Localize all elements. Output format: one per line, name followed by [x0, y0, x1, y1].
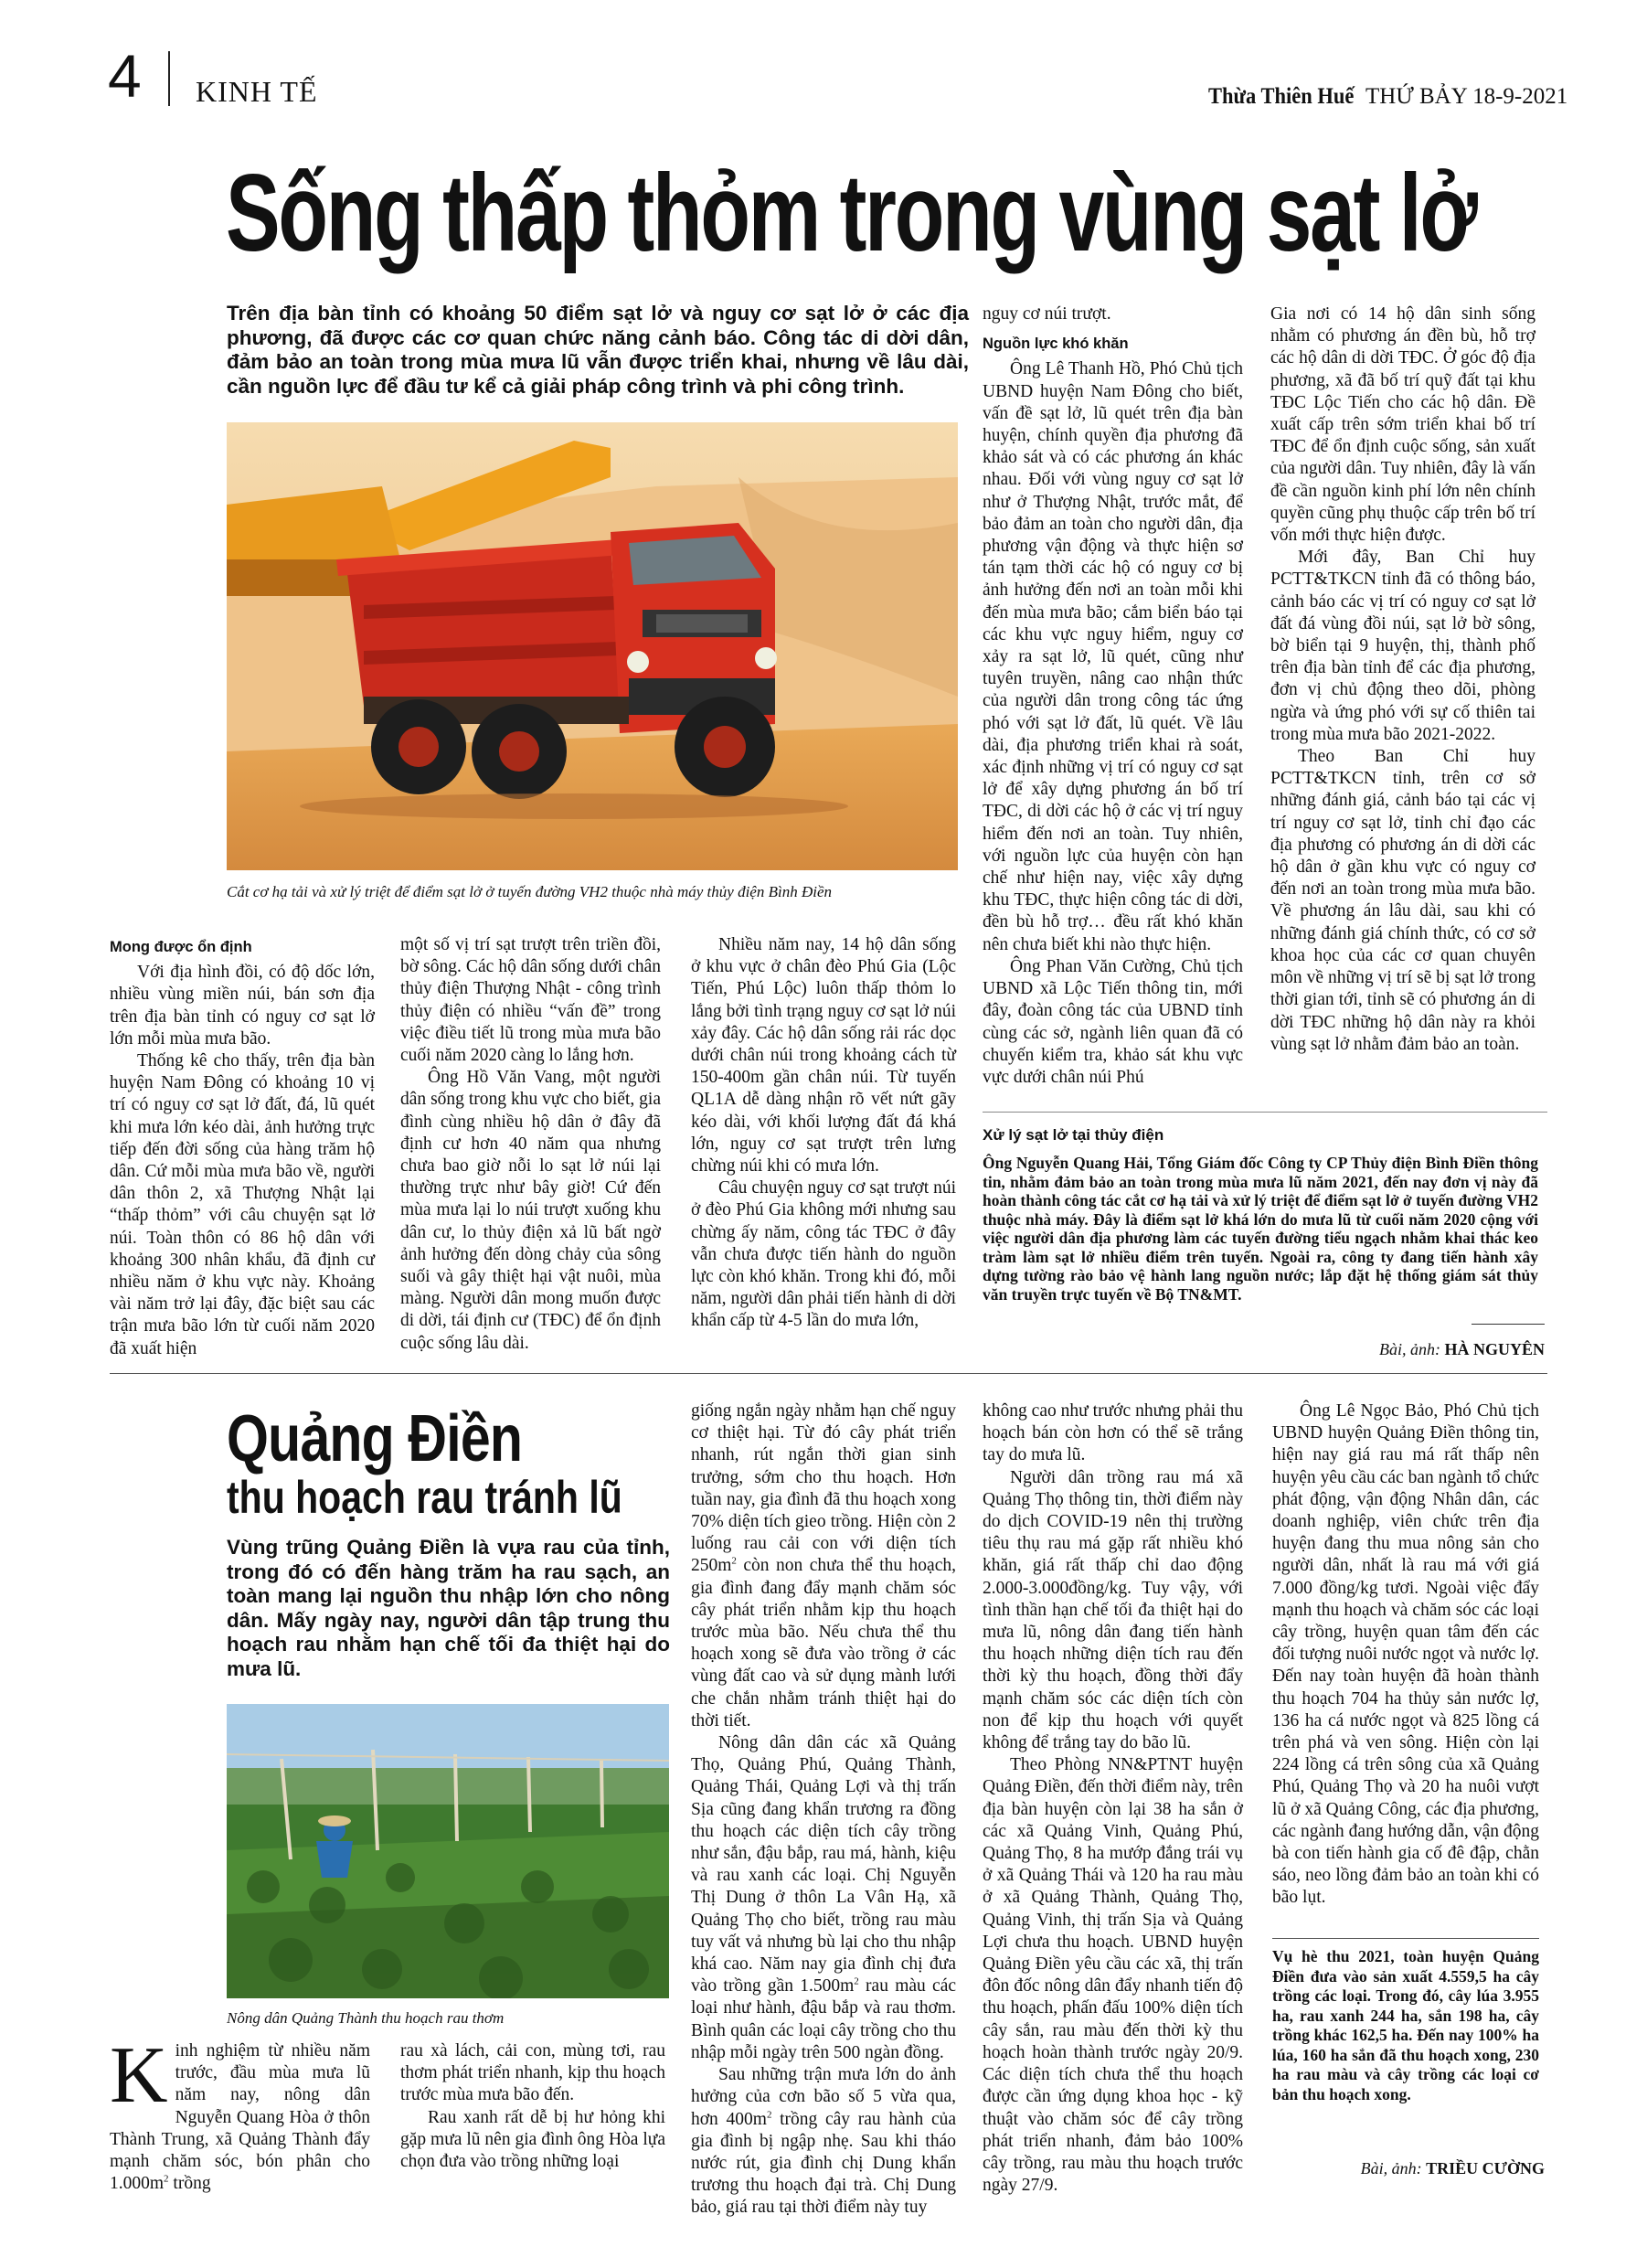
article1-photo-caption: Cắt cơ hạ tải và xử lý triệt để điểm sạt lở ở tuyến đường VH2 thuộc nhà máy thủy điện Bình Điền	[227, 883, 832, 900]
paragraph: Với địa hình đồi, có độ dốc lớn, nhiều vùng miền núi, bán sơn địa trên địa bàn tỉnh có nguy cơ sạt lở lớn mỗi mùa mưa bão.	[110, 963, 375, 1049]
subheading-mong-duoc-on-dinh: Mong được ổn định	[110, 939, 252, 955]
article2-title-line-1: Quảng Điền	[227, 1402, 523, 1475]
article1-lead: Trên địa bàn tỉnh có khoảng 50 điểm sạt lở và nguy cơ sạt lở ở các địa phương, đã được các cơ quan chức năng cảnh báo. Công tác di dời dân, đảm bảo an toàn trong mùa mưa lũ vẫn được triển khai, nhưng về lâu dài, cần nguồn lực để đầu tư kể cả giải pháp công trình và phi công trình.	[227, 302, 969, 398]
drop-cap: K	[110, 2031, 168, 2120]
paragraph: Câu chuyện nguy cơ sạt trượt núi ở đèo Phú Gia không mới nhưng sau chừng ấy năm, công tác TĐC ở đây vẫn chưa được tiến hành do nguồn lực còn khó khăn. Trong khi đó, mỗi năm, người dân phải tiến hành di dời khẩn cấp từ 4-5 lần do mưa lớn,	[691, 1178, 956, 1331]
superscript: 2	[766, 2109, 772, 2120]
paragraph: Ông Lê Thanh Hồ, Phó Chủ tịch UBND huyện Nam Đông cho biết, vấn đề sạt lở, lũ quét trên địa bàn huyện, chính quyền địa phương đã khảo sát và có các phương án khác nhau. Đối với vùng nguy cơ sạt lở như ở Thượng Nhật, trước mắt, để bảo đảm an toàn cho người dân, địa phương vận động và thực hiện sơ tán tạm thời các hộ có nguy cơ bị ảnh hưởng đến nơi an toàn mỗi khi đến mùa mưa bão; cắm biển báo tại các khu vực nguy hiểm, nguy cơ xảy ra sạt lở, lũ quét, cũng như tuyên truyền, nâng cao nhận thức của người dân trong công tác ứng phó với sạt lở đất, lũ quét. Về lâu dài, địa phương triển khai rà soát, xác định những vị trí có nguy cơ sạt lở để xây dựng phương án bố trí TĐC, di dời các hộ ở các vị trí nguy hiểm đến nơi an toàn. Tuy nhiên, với nguồn lực của huyện còn hạn chế như hiện nay, việc xây dựng khu TĐC, thực hiện công tác di dời, đền bù hỗ trợ… đều rất khó khăn nên chưa biết khi nào thực hiện.	[983, 359, 1243, 954]
paragraph	[110, 2031, 370, 2195]
paragraph-text: rau màu các loại như hành, đậu bắp và rau thơm. Bình quân các loại cây trồng cho thu nhập mỗi ngày trên 500 ngàn đồng.	[691, 1976, 957, 2062]
paragraph	[691, 1400, 956, 1732]
paragraph-text: còn non chưa thể thu hoạch, gia đình đang đẩy mạnh chăm sóc cây phát triển nhằm kịp thu hoạch trước mùa bão. Nếu chưa thể thu hoạch xong sẽ đưa vào trồng ở các vùng đất cao và sử dụng mành lưới che chắn nhằm tránh thiệt hại do thời tiết.	[691, 1556, 956, 1730]
paper-name: Thừa Thiên Huế	[1208, 84, 1355, 109]
article2-column-5	[1272, 1400, 1539, 1910]
superscript: 2	[164, 2173, 169, 2185]
article1-column-1	[110, 934, 375, 1360]
article2-column-1	[110, 2031, 370, 2195]
paragraph: Ông Phan Văn Cường, Chủ tịch UBND xã Lộc Tiến thông tin, mới đây, đoàn công tác của UBND tỉnh cùng các sở, ngành liên quan đã có chuyến kiểm tra, khảo sát khu vực vực dưới chân núi Phú	[983, 956, 1243, 1087]
paragraph: Người dân trồng rau má xã Quảng Thọ thông tin, thời điểm này do dịch COVID-19 nên thị trường tiêu thụ rau má gặp rất nhiều khó khăn, giá rất thấp chỉ dao động 2.000-3.000đồng/kg. Tuy vậy, với tình thần hạn chế tối đa thiệt hại do mưa lũ, nông dân đang tiến hành thu hoạch những diện tích rau đến thời kỳ thu hoạch, đồng thời đẩy mạnh chăm sóc các diện tích còn non để kịp thu hoạch với quyết không để trắng tay do bão lũ.	[983, 1467, 1243, 1753]
byline-label: Bài, ảnh:	[1378, 1340, 1440, 1358]
paragraph-text: Sau những trận mưa lớn do ảnh hưởng của cơn bão số 5 vừa qua, hơn 400m	[691, 2065, 956, 2129]
facts-box: Vụ hè thu 2021, toàn huyện Quảng Điền đưa vào sản xuất 4.559,5 ha cây trồng các loại. Trong đó, cây lúa 3.955 ha, rau xanh 244 ha, sắn 198 ha, cây trồng khác 162,5 ha. Đến nay 100% ha lúa, 160 ha sắn đã thu hoạch xong, 230 ha rau màu và cây trồng các loại cơ bản thu hoạch xong.	[1272, 1947, 1539, 2103]
article2-photo	[227, 1704, 669, 1998]
article-divider	[110, 1373, 1547, 1374]
paragraph: Theo Ban Chỉ huy PCTT&TKCN tỉnh, trên cơ sở những đánh giá, cảnh báo tại các vị trí nguy cơ sạt lở, tỉnh chỉ đạo các địa phương có phương án di dời các hộ dân ở gần khu vực có nguy cơ đến nơi an toàn trong mùa mưa bão. Về phương án lâu dài, sau khi có những đánh giá chính thức, có cơ sở khoa học của các cơ quan chuyên môn về những vị trí sẽ bị sạt lở trong thời gian tới, tỉnh sẽ có phương án di dời TĐC những hộ dân này ra khỏi vùng sạt lở nhằm đảm bảo an toàn.	[1270, 747, 1535, 1054]
header-divider	[168, 51, 170, 106]
article1-column-2	[400, 934, 661, 1355]
paragraph: Thống kê cho thấy, trên địa bàn huyện Nam Đông có khoảng 10 vị trí có nguy cơ sạt lở đất, đá, lũ quét khi mưa lớn kéo dài, ảnh hưởng trực tiếp đến đời sống của hàng trăm hộ dân. Cứ mỗi mùa mưa bão về, người dân thôn 2, xã Thượng Nhật lại “thấp thỏm” với câu chuyện sạt lở núi. Toàn thôn có 86 hộ dân với khoảng 300 nhân khẩu, đã định cư nhiều năm ở khu vực này. Khoảng vài năm trở lại đây, đặc biệt sau các trận mưa bão lớn từ cuối năm 2020 đã xuất hiện	[110, 1051, 375, 1358]
paragraph-text: trồng cây rau hành của gia đình bị ngập nhẹ. Sau khi tháo nước rút, gia đình chị Dung khẩn trương thu hoạch đại trà. Chị Dung bảo, giá rau tại thời điểm này tuy	[691, 2109, 956, 2218]
paragraph-text: Nông dân dân các xã Quảng Thọ, Quảng Phú, Quảng Thành, Quảng Thái, Quảng Lợi và thị trấn Sịa cũng đang khẩn trương ra đồng thu hoạch các diện tích cây trồng như sắn, đậu bắp, rau má, hành, kiệu và rau xanh các loại. Chị Nguyễn Thị Dung ở thôn La Vân Hạ, xã Quảng Thọ cho biết, trồng rau màu tuy vất vả nhưng bù lại cho thu nhập khá cao. Năm nay gia đình chị đưa vào trồng gần 1.500m	[691, 1733, 956, 1996]
paragraph: rau xà lách, cải con, mùng tơi, rau thơm phát triển nhanh, kịp thu hoạch trước mùa mưa bão đến.	[400, 2041, 665, 2105]
article1-photo	[227, 422, 958, 870]
paragraph-text: giống ngắn ngày nhằm hạn chế nguy cơ thiệt hại. Từ đó cây phát triển nhanh, rút ngắn thời gian sinh trưởng, sớm cho thu hoạch. Hơn tuần nay, gia đình đã thu hoạch xong 70% diện tích gieo trồng. Hiện còn 2 luống rau cải con với diện tích 250m	[691, 1401, 956, 1576]
page-number: 4	[108, 42, 142, 110]
byline-label: Bài, ảnh:	[1360, 2159, 1422, 2177]
paragraph-text: inh nghiệm từ nhiều năm trước, đầu mùa mưa lũ năm nay, nông dân Nguyễn Quang Hòa ở thôn Thành Trung, xã Quảng Thành đẩy mạnh chăm sóc, bón phân cho 1.000m	[110, 2041, 370, 2194]
paragraph: Ông Lê Ngọc Bảo, Phó Chủ tịch UBND huyện Quảng Điền thông tin, hiện nay giá rau má rất thấp nên huyện yêu cầu các ban ngành tổ chức phát động, vận động Nhân dân, các doanh nghiệp, viên chức trên địa huyện đang thu mua nông sản cho người dân, nhất là rau má với giá 7.000 đồng/kg tươi. Ngoài việc đẩy mạnh thu hoạch và chăm sóc các loại cây trồng, huyện quan tâm đến các đối tượng nuôi nước ngọt và nước lợ. Đến nay toàn huyện đã hoàn thành thu hoạch 704 ha thủy sản nước lợ, 136 ha cá nước ngọt và 825 lồng cá trên phá và ven sông. Hiện còn lại 224 lồng cá trên sông của xã Quảng Phú, Quảng Thọ và 20 ha nuôi vượt lũ ở xã Quảng Công, các địa phương, các ngành đang hướng dẫn, vận động bà con tiến hành gia cố đê đập, chằn sáo, neo lồng đảm bảo an toàn khi có bão lụt.	[1272, 1401, 1539, 1908]
issue-date: THỨ BẢY 18-9-2021	[1365, 84, 1568, 109]
paragraph: nguy cơ núi trượt.	[983, 304, 1111, 324]
section-label: KINH TẾ	[196, 75, 318, 108]
sidebar-title: Xử lý sạt lở tại thủy điện	[983, 1126, 1164, 1144]
article2-column-2	[400, 2040, 665, 2173]
article2-photo-caption: Nông dân Quảng Thành thu hoạch rau thơm	[227, 2009, 505, 2027]
superscript: 2	[731, 1555, 737, 1567]
vegetable-field-photo	[227, 1704, 669, 1998]
article2-lead: Vùng trũng Quảng Điền là vựa rau của tỉnh, trong đó có đến hàng trăm ha rau sạch, an toàn mang lại nguồn thu nhập lớn cho nông dân. Mấy ngày nay, người dân tập trung thu hoạch rau nhằm hạn chế tối đa thiệt hại do mưa lũ.	[227, 1536, 670, 1680]
sidebar-rule	[983, 1112, 1547, 1113]
paragraph: Theo Phòng NN&PTNT huyện Quảng Điền, đến thời điểm này, trên địa bàn huyện còn lại 38 ha sắn ở các xã Quảng Vinh, Quảng Phú, Quảng Thọ, 8 ha mướp đắng trái vụ ở xã Quảng Thái và 120 ha rau màu ở xã Quảng Thành, Quảng Thọ, Quảng Vinh, thị trấn Sịa và Quảng Lợi chưa thu hoạch. UBND huyện Quảng Điền yêu cầu các xã, thị trấn đôn đốc nông dân đẩy nhanh tiến độ thu hoạch, phấn đấu 100% diện tích cây sắn, rau màu đến thời kỳ thu hoạch hoàn thành trước ngày 20/9. Các diện tích chưa thể thu hoạch được cần ứng dụng khoa học - kỹ thuật vào chăm sóc để cây trồng phát triển nhanh, đảm bảo 100% cây trồng, rau màu thu hoạch trước ngày 27/9.	[983, 1755, 1243, 2196]
paragraph: Mới đây, Ban Chỉ huy PCTT&TKCN tỉnh đã có thông báo, cảnh báo các vị trí có nguy cơ sạt lở đất đá vùng đồi núi, sạt lở bờ sông, bờ biển tại 9 huyện, thị, thành phố trên địa bàn tỉnh để các địa phương, đơn vị chủ động theo dõi, phòng ngừa và ứng phó với sự cố thiên tai trong mùa mưa bão 2021-2022.	[1270, 548, 1535, 744]
byline-author: TRIỀU CƯỜNG	[1426, 2159, 1545, 2177]
page-header	[0, 0, 1647, 119]
article1-byline	[1261, 1340, 1545, 1359]
article2-title-line-2: thu hoạch rau tránh lũ	[227, 1472, 622, 1523]
article2-column-4	[983, 1400, 1243, 2197]
paragraph: Ông Hồ Văn Vang, một người dân sống trong khu vực cho biết, gia đình cùng nhiều hộ dân ở đây đã định cư hơn 40 năm qua nhưng chưa bao giờ nỗi lo sạt lở núi lại thường trực như bây giờ! Cứ đến mùa mưa lại lo núi trượt xuống khu dân cư, lo thủy điện xả lũ bất ngờ ảnh hưởng đến dòng chảy của sông suối và gây thiệt hại vật nuôi, mùa màng. Người dân mong muốn được di dời, tái định cư (TĐC) để ổn định cuộc sống lâu dài.	[400, 1068, 661, 1353]
facts-box-rule	[1272, 1938, 1539, 1939]
article1-title: Sống thấp thỏm trong vùng sạt lở	[226, 152, 1476, 274]
article1-column-5	[1270, 303, 1535, 1056]
paragraph: Rau xanh rất dễ bị hư hỏng khi gặp mưa lũ nên gia đình ông Hòa lựa chọn đưa vào trồng những loại	[400, 2107, 665, 2172]
article1-column-4	[983, 303, 1243, 1089]
paragraph-text: trồng	[168, 2174, 211, 2194]
dump-truck-photo	[227, 422, 958, 870]
article2-byline	[1261, 2159, 1545, 2178]
paragraph	[691, 2064, 956, 2219]
paragraph: Gia nơi có 14 hộ dân sinh sống nhằm có phương án đền bù, hỗ trợ các hộ dân di dời TĐC. Ở góc độ địa phương, xã đã bố trí quỹ đất tại khu TĐC Lộc Tiến cho các hộ dân. Đề xuất cấp trên sớm triển khai bố trí TĐC để ổn định cuộc sống, sản xuất của người dân. Tuy nhiên, đây là vấn đề cần nguồn kinh phí lớn nên chính quyền cũng phụ thuộc cấp trên bố trí vốn mới thực hiện được.	[1270, 304, 1535, 546]
superscript: 2	[854, 1975, 859, 1987]
byline-author: HÀ NGUYÊN	[1444, 1340, 1545, 1358]
paragraph: không cao như trước nhưng phải thu hoạch bán còn hơn có thể sẽ trắng tay do mưa lũ.	[983, 1401, 1243, 1465]
subheading-nguon-luc-kho-khan: Nguồn lực khó khăn	[983, 335, 1129, 353]
article2-column-3	[691, 1400, 956, 2220]
sidebar-text: Ông Nguyễn Quang Hải, Tổng Giám đốc Công ty CP Thủy điện Bình Điền thông tin, nhằm đảm bảo an toàn trong mùa mưa lũ năm 2021, đến nay đơn vị này đã hoàn thành công tác cắt cơ hạ tải và xử lý triệt để điểm sạt lở ở tuyến đường VH2 thuộc nhà máy. Đây là điểm sạt lở khá lớn do mưa lũ từ cuối năm 2020 cộng với việc người dân địa phương làm các tuyến đường tiểu ngạch nhằm khai thác keo tràm làm sạt lở nhiều điểm trên tuyến. Ngoài ra, công ty đang tiến hành xây dựng tường rào bảo vệ hành lang nguồn nước; lắp đặt hệ thống giám sát thủy văn truyền trực tuyến về Bộ TN&MT.	[983, 1154, 1538, 1304]
sidebar-end-rule	[1472, 1324, 1545, 1325]
paragraph: Nhiều năm nay, 14 hộ dân sống ở khu vực ở chân đèo Phú Gia (Lộc Tiến, Phú Lộc) luôn thấp thỏm lo lắng bởi tình trạng nguy cơ sạt lở núi xảy đây. Các hộ dân sống rải rác dọc dưới chân núi trong khoảng cách từ 150-400m gần chân núi. Từ tuyến QL1A dễ dàng nhận rõ vết nứt gãy kéo dài, với khối lượng đất đá khá lớn, nguy cơ sạt trượt trên lưng chừng núi khi có mưa lớn.	[691, 935, 956, 1177]
paragraph	[691, 1732, 956, 2064]
paragraph: một số vị trí sạt trượt trên triền đồi, bờ sông. Các hộ dân sống dưới chân thủy điện Thượng Nhật - công trình thủy điện có nhiều “vấn đề” trong việc điều tiết lũ trong mùa mưa bão cuối năm 2020 càng lo lắng hơn.	[400, 935, 661, 1066]
article1-column-3	[691, 934, 956, 1333]
